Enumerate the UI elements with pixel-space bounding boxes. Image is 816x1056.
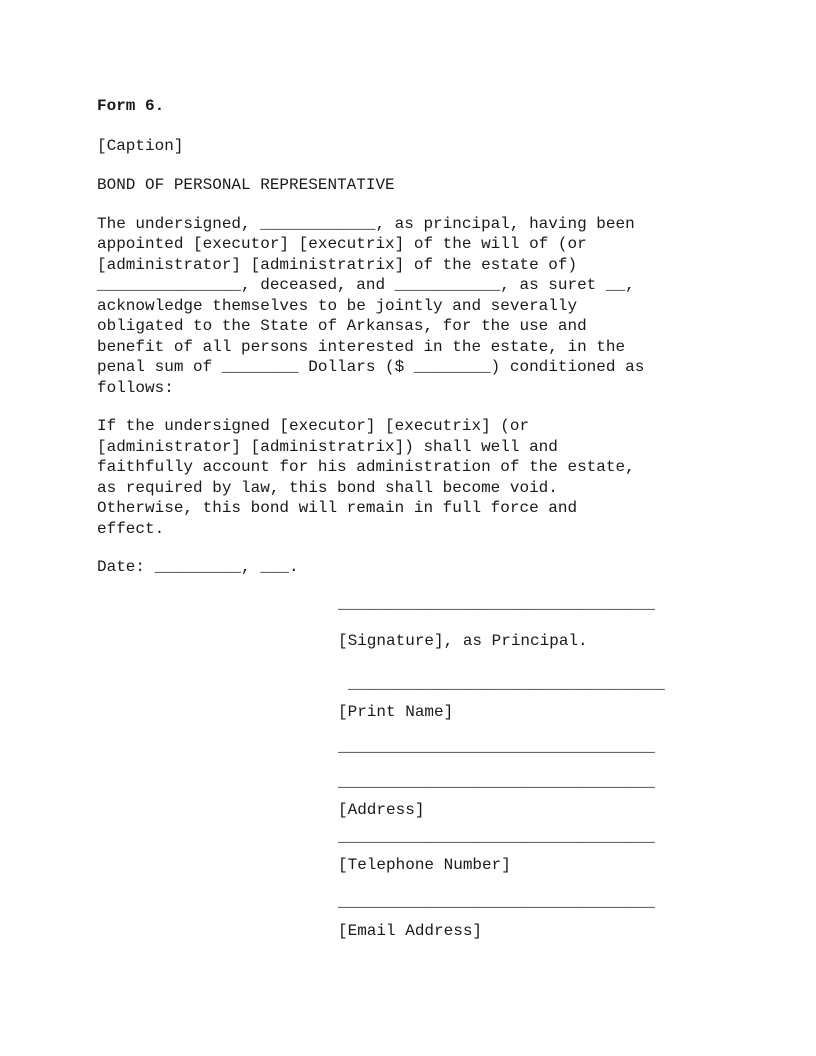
email-label: [Email Address] <box>338 922 483 940</box>
paragraph-line: faithfully account for his administration of the estate, <box>97 458 635 476</box>
paragraph-line: The undersigned, ____________, as principal, having been <box>97 215 635 233</box>
document-heading: BOND OF PERSONAL REPRESENTATIVE <box>97 176 395 194</box>
signature-label: [Signature], as Principal. <box>338 632 588 650</box>
address-blank-line-2: _________________________________ <box>338 773 655 791</box>
address-blank-line-1: _________________________________ <box>338 738 655 756</box>
paragraph-line: If the undersigned [executor] [executrix] (or <box>97 417 530 435</box>
paragraph-line: _______________, deceased, and ___________, as suret __, <box>97 276 635 294</box>
paragraph-line: benefit of all persons interested in the estate, in the <box>97 338 626 356</box>
email-blank-line: _________________________________ <box>338 893 655 911</box>
date-line: Date: _________, ___. <box>97 558 299 576</box>
paragraph-line: obligated to the State of Arkansas, for the use and <box>97 317 587 335</box>
paragraph-line: Otherwise, this bond will remain in full force and <box>97 499 578 517</box>
paragraph-line: follows: <box>97 379 174 397</box>
paragraph-line: acknowledge themselves to be jointly and severally <box>97 297 578 315</box>
caption-placeholder: [Caption] <box>97 137 184 155</box>
paragraph-line: effect. <box>97 520 165 538</box>
telephone-blank-line: _________________________________ <box>338 828 655 846</box>
address-label: [Address] <box>338 801 425 819</box>
print-name-blank-line: _________________________________ <box>348 675 665 693</box>
paragraph-line: appointed [executor] [executrix] of the will of (or <box>97 235 587 253</box>
form-title: Form 6. <box>97 97 165 115</box>
paragraph-line: penal sum of ________ Dollars ($ ________) conditioned as <box>97 358 645 376</box>
paragraph-line: [administrator] [administratrix]) shall well and <box>97 438 558 456</box>
print-name-label: [Print Name] <box>338 703 454 721</box>
signature-blank-line: _________________________________ <box>338 595 655 613</box>
paragraph-line: as required by law, this bond shall become void. <box>97 479 558 497</box>
paragraph-line: [administrator] [administratrix] of the estate of) <box>97 256 578 274</box>
telephone-label: [Telephone Number] <box>338 856 511 874</box>
